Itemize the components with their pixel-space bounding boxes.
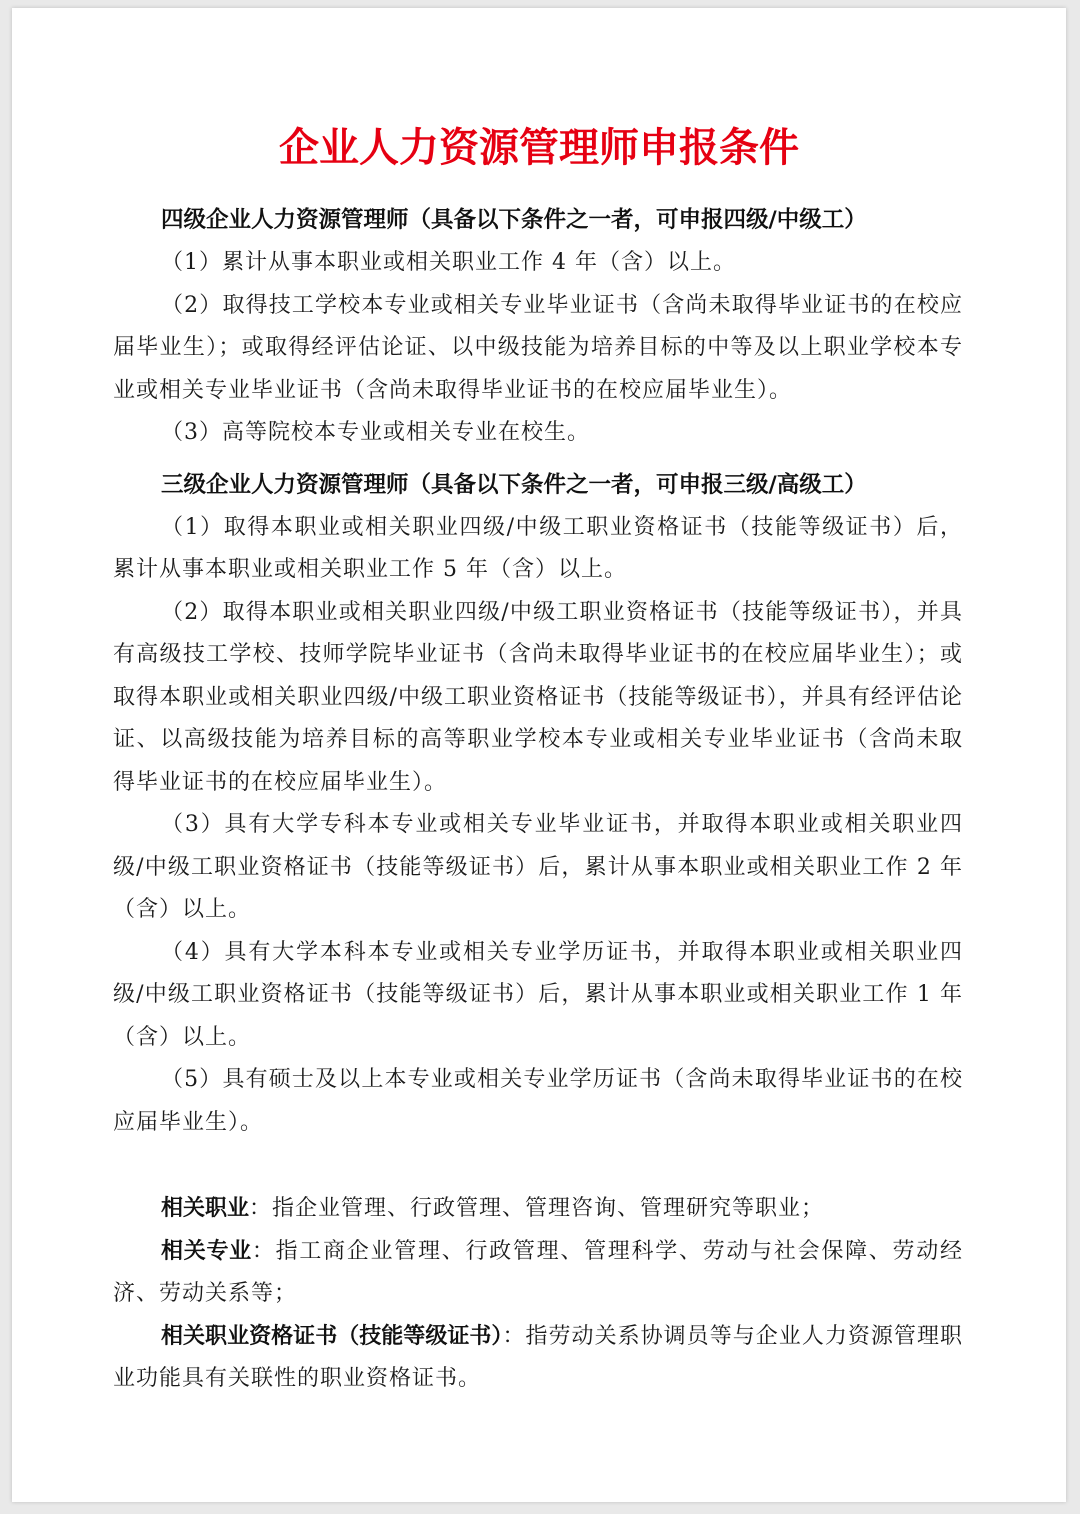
list-item: （2）取得本职业或相关职业四级/中级工职业资格证书（技能等级证书），并具有高级技工学校、技师学院毕业证书（含尚未取得毕业证书的在校应届毕业生）；或取得本职业或相关职业四级/中级工职业资格证书（技能等级证书），并具有经评估论证、以高级技能为培养目标的高等职业学校本专业或相关专业毕业证书（含尚未取得毕业证书的在校应届毕业生）。	[113, 599, 963, 795]
list-item: （2）取得技工学校本专业或相关专业毕业证书（含尚未取得毕业证书的在校应届毕业生）；或取得经评估论证、以中级技能为培养目标的中等及以上职业学校本专业或相关专业毕业证书（含尚未取得毕业证书的在校应届毕业生）。	[113, 292, 963, 403]
definition-text: ：指劳动关系协调员等与企业人力资源管理职业功能具有关联性的职业资格证书。	[113, 1323, 963, 1391]
section-level-4	[113, 198, 963, 455]
section-heading: 四级企业人力资源管理师（具备以下条件之一者，可申报四级/中级工）	[161, 207, 867, 233]
definition-related-occupation	[113, 1188, 963, 1231]
list-item: （1）取得本职业或相关职业四级/中级工职业资格证书（技能等级证书）后，累计从事本职业或相关职业工作 5 年（含）以上。	[113, 514, 963, 582]
definition-related-major	[113, 1231, 963, 1316]
document-page	[12, 8, 1066, 1502]
definition-text: ：指工商企业管理、行政管理、管理科学、劳动与社会保障、劳动经济、劳动关系等；	[113, 1238, 963, 1306]
definition-related-certificate	[113, 1316, 963, 1401]
list-item: （5）具有硕士及以上本专业或相关专业学历证书（含尚未取得毕业证书的在校应届毕业生）。	[113, 1067, 963, 1135]
section-heading: 三级企业人力资源管理师（具备以下条件之一者，可申报三级/高级工）	[161, 471, 867, 498]
definition-term: 相关专业	[161, 1238, 252, 1264]
definition-term: 相关职业	[161, 1196, 250, 1221]
definition-text: ：指企业管理、行政管理、管理咨询、管理研究等职业；	[249, 1196, 825, 1221]
document-title: 企业人力资源管理师申报条件	[279, 125, 799, 171]
document-body	[113, 198, 963, 1401]
list-item: （3）具有大学专科本专业或相关专业毕业证书，并取得本职业或相关职业四级/中级工职业资格证书（技能等级证书）后，累计从事本职业或相关职业工作 2 年（含）以上。	[113, 812, 963, 922]
list-item: （3）高等院校本专业或相关专业在校生。	[161, 420, 590, 445]
definitions	[113, 1188, 963, 1401]
section-level-3	[113, 463, 963, 1145]
list-item: （4）具有大学本科本专业或相关专业学历证书，并取得本职业或相关职业四级/中级工职业资格证书（技能等级证书）后，累计从事本职业或相关职业工作 1 年（含）以上。	[113, 939, 963, 1050]
definition-term: 相关职业资格证书（技能等级证书）	[161, 1323, 503, 1349]
list-item: （1）累计从事本职业或相关职业工作 4 年（含）以上。	[161, 250, 736, 275]
